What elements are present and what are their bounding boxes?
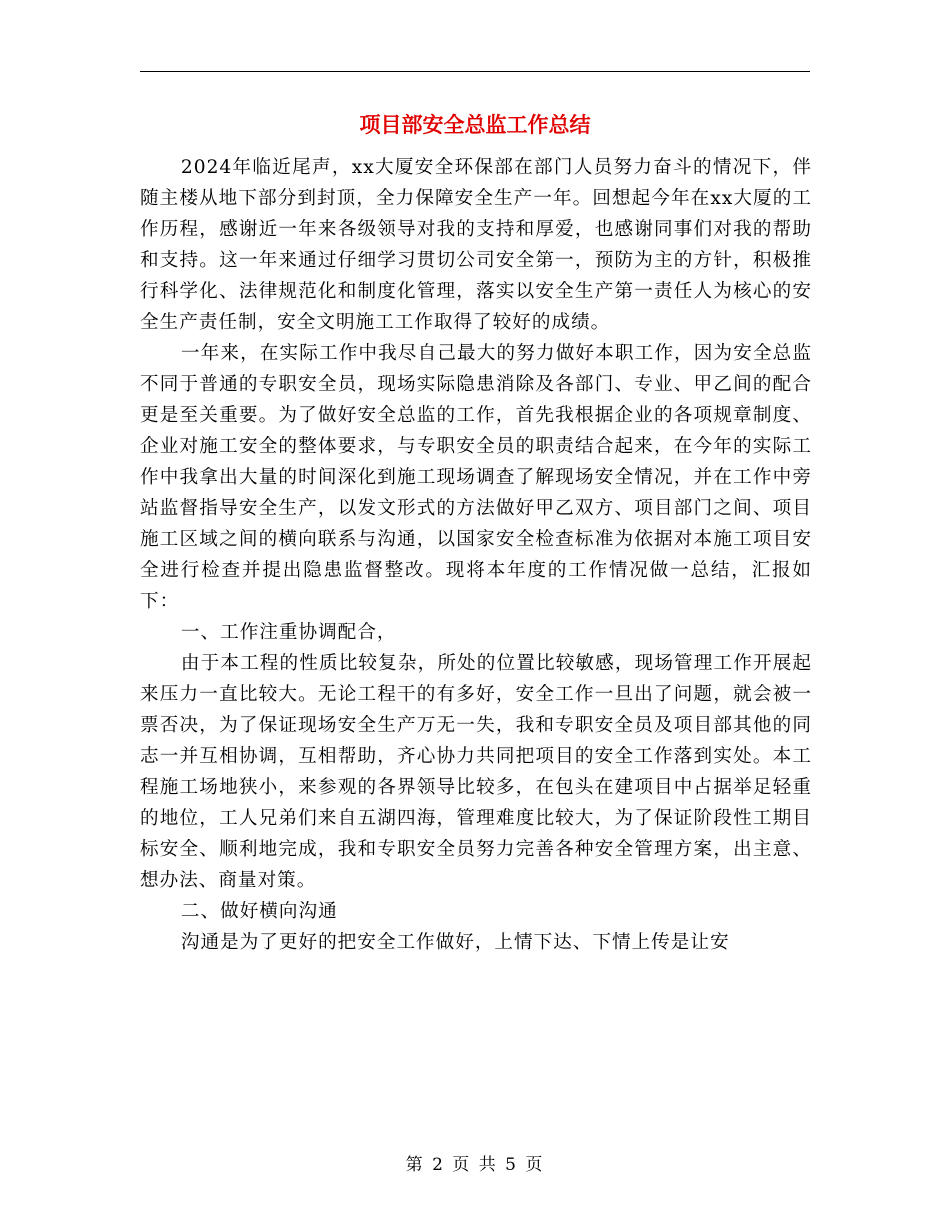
page-footer <box>140 1154 810 1176</box>
footer-prefix: 第 <box>405 1155 425 1175</box>
footer-suffix: 页 <box>525 1155 545 1175</box>
paragraph-overview: 一年来，在实际工作中我尽自己最大的努力做好本职工作，因为安全总监不同于普通的专职安全员，现场实际隐患消除及各部门、专业、甲乙间的配合更是至关重要。为了做好安全总监的工作，首先我根据企业的各项规章制度、企业对施工安全的整体要求，与专职安全员的职责结合起来，在今年的实际工作中我拿出大量的时间深化到施工现场调查了解现场安全情况，并在工作中旁站监督指导安全生产，以发文形式的方法做好甲乙双方、项目部门之间、项目施工区域之间的横向联系与沟通，以国家安全检查标准为依据对本施工项目安全进行检查并提出隐患监督整改。现将本年度的工作情况做一总结，汇报如下： <box>140 343 812 612</box>
paragraph-section-2: 沟通是为了更好的把安全工作做好，上情下达、下情上传是让安 <box>180 932 730 953</box>
section-heading-2: 二、做好横向沟通 <box>180 901 338 922</box>
footer-page-number: 2 <box>432 1155 445 1175</box>
header-rule <box>140 71 810 72</box>
document-title: 项目部安全总监工作总结 <box>359 113 591 137</box>
paragraph-section-1: 由于本工程的性质比较复杂，所处的位置比较敏感，现场管理工作开展起来压力一直比较大。无论工程干的有多好，安全工作一旦出了问题，就会被一票否决，为了保证现场安全生产万无一失，我和专职安全员及项目部其他的同志一并互相协调，互相帮助，齐心协力共同把项目的安全工作落到实处。本工程施工场地狭小，来参观的各界领导比较多，在包头在建项目中占据举足轻重的地位，工人兄弟们来自五湖四海，管理难度比较大，为了保证阶段性工期目标安全、顺利地完成，我和专职安全员努力完善各种安全管理方案，出主意、想办法、商量对策。 <box>140 653 812 891</box>
footer-middle: 页 共 <box>452 1155 498 1175</box>
paragraph-intro: 2024年临近尾声，xx大厦安全环保部在部门人员努力奋斗的情况下，伴随主楼从地下部分到封顶，全力保障安全生产一年。回想起今年在xx大厦的工作历程，感谢近一年来各级领导对我的支持和厚爱，也感谢同事们对我的帮助和支持。这一年来通过仔细学习贯切公司安全第一，预防为主的方针，积极推行科学化、法律规范化和制度化管理，落实以安全生产第一责任人为核心的安全生产责任制，安全文明施工工作取得了较好的成绩。 <box>140 157 812 333</box>
section-heading-1: 一、工作注重协调配合， <box>180 622 397 643</box>
footer-total-pages: 5 <box>505 1155 518 1175</box>
document-body <box>140 152 812 958</box>
